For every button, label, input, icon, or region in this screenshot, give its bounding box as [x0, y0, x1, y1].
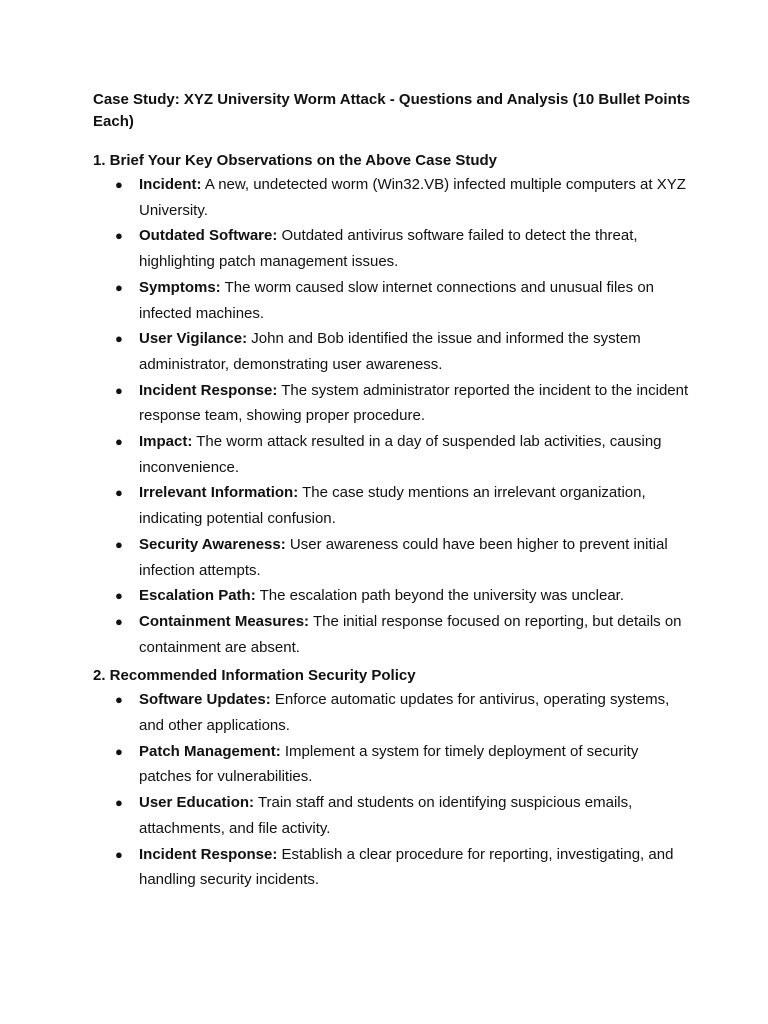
item-term: Incident Response:	[139, 845, 278, 863]
list-item	[93, 429, 693, 480]
list-item	[93, 790, 693, 841]
list-item	[93, 609, 693, 660]
item-term: Irrelevant Information:	[139, 484, 299, 502]
item-term: Patch Management:	[139, 742, 281, 760]
bullet-icon: ●	[115, 743, 123, 759]
item-text: Implement a system for timely deployment of security patches for vulnerabilities.	[139, 742, 639, 786]
bullet-icon: ●	[115, 536, 123, 552]
bullet-icon: ●	[115, 485, 123, 501]
item-text: The worm attack resulted in a day of suspended lab activities, causing inconvenience.	[139, 433, 662, 476]
bullet-icon: ●	[115, 588, 123, 604]
item-term: User Vigilance:	[139, 330, 248, 348]
item-term: Incident Response:	[139, 381, 278, 399]
list-item	[93, 172, 693, 223]
bullet-icon: ●	[115, 795, 123, 811]
item-text: Train staff and students on identifying suspicious emails, attachments, and file activity.	[139, 794, 633, 837]
policy-list	[93, 687, 693, 893]
bullet-icon: ●	[115, 846, 123, 862]
item-text: User awareness could have been higher to prevent initial infection attempts.	[139, 535, 668, 579]
item-text: The system administrator reported the incident to the incident response team, showing proper procedure.	[139, 381, 689, 425]
bullet-icon: ●	[115, 692, 123, 708]
list-item	[93, 739, 693, 790]
item-text: The worm caused slow internet connections and unusual files on infected machines.	[139, 278, 655, 322]
item-text: A new, undetected worm (Win32.VB) infected multiple computers at XYZ University.	[139, 176, 686, 219]
document-title: Case Study: XYZ University Worm Attack - Questions and Analysis (10 Bullet Points Each)	[93, 91, 691, 130]
list-item	[93, 480, 693, 531]
section-heading-observations: 1. Brief Your Key Observations on the Above Case Study	[93, 152, 497, 169]
list-item	[93, 583, 693, 609]
list-item	[93, 687, 693, 738]
item-term: Outdated Software:	[139, 227, 278, 245]
item-text: Establish a clear procedure for reporting, investigating, and handling security incidents.	[139, 845, 674, 889]
item-term: Software Updates:	[139, 691, 271, 709]
bullet-icon: ●	[115, 613, 123, 629]
item-text: Outdated antivirus software failed to detect the threat, highlighting patch management issues.	[139, 227, 638, 271]
item-term: User Education:	[139, 794, 255, 812]
list-item	[93, 378, 693, 429]
list-item	[93, 223, 693, 274]
bullet-icon: ●	[115, 382, 123, 398]
item-term: Escalation Path:	[139, 587, 256, 605]
bullet-icon: ●	[115, 177, 123, 192]
bullet-icon: ●	[115, 331, 123, 347]
item-text: The initial response focused on reporting, but details on containment are absent.	[139, 612, 682, 656]
list-item	[93, 532, 693, 583]
bullet-icon: ●	[115, 279, 123, 295]
item-term: Incident:	[139, 176, 202, 193]
item-text: The escalation path beyond the university was unclear.	[259, 587, 624, 605]
document-page	[93, 89, 693, 893]
bullet-icon: ●	[115, 228, 123, 244]
item-text: Enforce automatic updates for antivirus, operating systems, and other applications.	[139, 691, 670, 735]
list-item	[93, 326, 693, 377]
section-heading-policy: 2. Recommended Information Security Policy	[93, 667, 416, 685]
observations-list	[93, 172, 693, 660]
item-text: John and Bob identified the issue and informed the system administrator, demonstrating user awareness.	[139, 330, 641, 373]
list-item	[93, 275, 693, 326]
item-term: Symptoms:	[139, 278, 221, 296]
item-term: Security Awareness:	[139, 535, 286, 553]
item-term: Containment Measures:	[139, 612, 310, 630]
bullet-icon: ●	[115, 434, 123, 450]
item-term: Impact:	[139, 433, 193, 451]
item-text: The case study mentions an irrelevant organization, indicating potential confusion.	[139, 484, 646, 528]
list-item	[93, 842, 693, 893]
